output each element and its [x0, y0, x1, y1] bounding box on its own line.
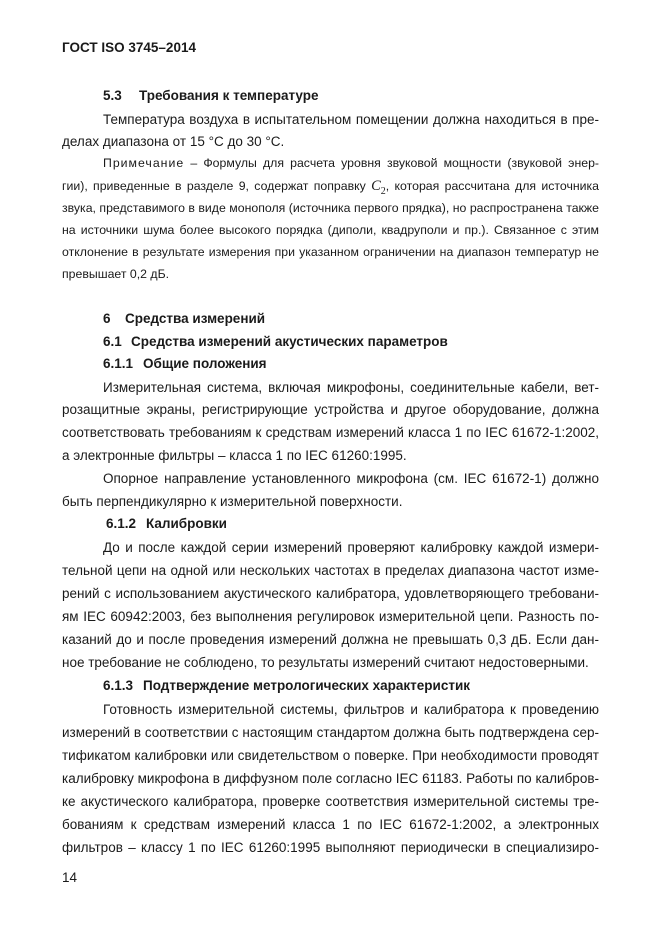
paragraph-line: тельной цепи на одной или нескольких частотах в пределах диапазона частот изме- — [62, 563, 599, 578]
paragraph-line: ное требование не соблюдено, то результаты измерений считают недостоверными. — [62, 655, 589, 670]
note-line — [62, 178, 599, 197]
section-6-heading — [103, 311, 265, 326]
paragraph-line: бованиям к средствам измерений класса 1 по IEC 61672-1:2002, а электронных — [62, 817, 599, 832]
section-title: Калибровки — [146, 516, 227, 531]
note-line: на источники шума более высокого порядка (диполи, квадруполи и пр.). Связанное с этим — [62, 223, 599, 237]
paragraph-line: Готовность измерительной системы, фильтров и калибратора к проведению — [103, 702, 599, 717]
paragraph-line: измерений в соответствии с настоящим стандартом должна быть подтверждена сер- — [62, 725, 599, 740]
note-line: звука, представимого в виде монополя (источника первого прядка), но распространена также — [62, 201, 599, 215]
paragraph-line: розащитные экраны, регистрирующие устройства и другое оборудование, должна — [62, 402, 599, 417]
section-number: 5.3 — [103, 88, 122, 103]
paragraph-line: Измерительная система, включая микрофоны, соединительные кабели, вет- — [103, 380, 599, 395]
section-6-1-1-heading — [103, 356, 267, 371]
paragraph-line: делах диапазона от 15 °С до 30 °С. — [62, 134, 285, 149]
paragraph-line: фильтров – классу 1 по IEC 61260:1995 выполняют периодически в специализиро- — [62, 840, 599, 855]
paragraph-line: соответствовать требованиям к средствам измерений класса 1 по IEC 61672-1:2002, — [62, 425, 599, 440]
section-title: Требования к температуре — [139, 88, 319, 103]
section-title: Средства измерений — [125, 311, 266, 326]
symbol-subscript: 2 — [380, 185, 386, 197]
paragraph-line: Температура воздуха в испытательном помещении должна находиться в пре- — [103, 112, 599, 127]
paragraph-line: рений с использованием акустического калибратора, удовлетворяющего требовани- — [62, 586, 599, 601]
paragraph-line: До и после каждой серии измерений проверяют калибровку каждой измери- — [103, 540, 599, 555]
note-text: – Формулы для расчета уровня звуковой мощности (звуковой энер- — [190, 156, 600, 170]
section-number: 6.1.3 — [103, 678, 134, 693]
section-6-1-heading — [103, 334, 448, 349]
section-number: 6.1 — [103, 334, 122, 349]
paragraph-line: ям IEC 60942:2003, без выполнения регулировок измерительной цепи. Разность по- — [62, 609, 599, 624]
note-text: , которая рассчитана для источника — [385, 179, 599, 193]
paragraph-line: Опорное направление установленного микрофона (см. IEC 61672-1) должно — [103, 471, 599, 486]
section-title: Средства измерений акустических параметров — [131, 334, 448, 349]
note-text: гии), приведенные в разделе 9, содержат поправку — [62, 179, 366, 193]
section-title: Общие положения — [143, 356, 267, 371]
paragraph-line: ке акустического калибратора, проверке соответствия измерительной системы тре- — [62, 794, 599, 809]
section-number: 6.1.1 — [103, 356, 134, 371]
section-number: 6 — [103, 311, 111, 326]
note-line — [103, 156, 599, 170]
note-line: превышает 0,2 дБ. — [62, 267, 170, 281]
note-label: Примечание — [103, 156, 185, 170]
paragraph-line: а электронные фильтры – класса 1 по IEC 61260:1995. — [62, 448, 407, 463]
symbol-letter: C — [371, 178, 381, 194]
paragraph-line: быть перпендикулярно к измерительной поверхности. — [62, 494, 403, 509]
note-line: отклонение в результате измерения при указанном ограничении на диапазон температур не — [62, 245, 599, 259]
c2-symbol — [371, 178, 386, 197]
section-6-1-3-heading — [103, 678, 470, 693]
page-number: 14 — [62, 870, 78, 885]
paragraph-line: казаний до и после проведения измерений должна не превышать 0,3 дБ. Если дан- — [62, 632, 599, 647]
section-5-3-heading — [103, 88, 319, 103]
paragraph-line: тификатом калибровки или свидетельством о поверке. При необходимости проводят — [62, 748, 599, 763]
section-title: Подтверждение метрологических характеристик — [143, 678, 471, 693]
section-number: 6.1.2 — [106, 516, 137, 531]
section-6-1-2-heading — [106, 516, 227, 531]
paragraph-line: калибровку микрофона в диффузном поле согласно IEC 61183. Работы по калибров- — [62, 771, 599, 786]
document-header: ГОСТ ISO 3745–2014 — [62, 40, 196, 55]
